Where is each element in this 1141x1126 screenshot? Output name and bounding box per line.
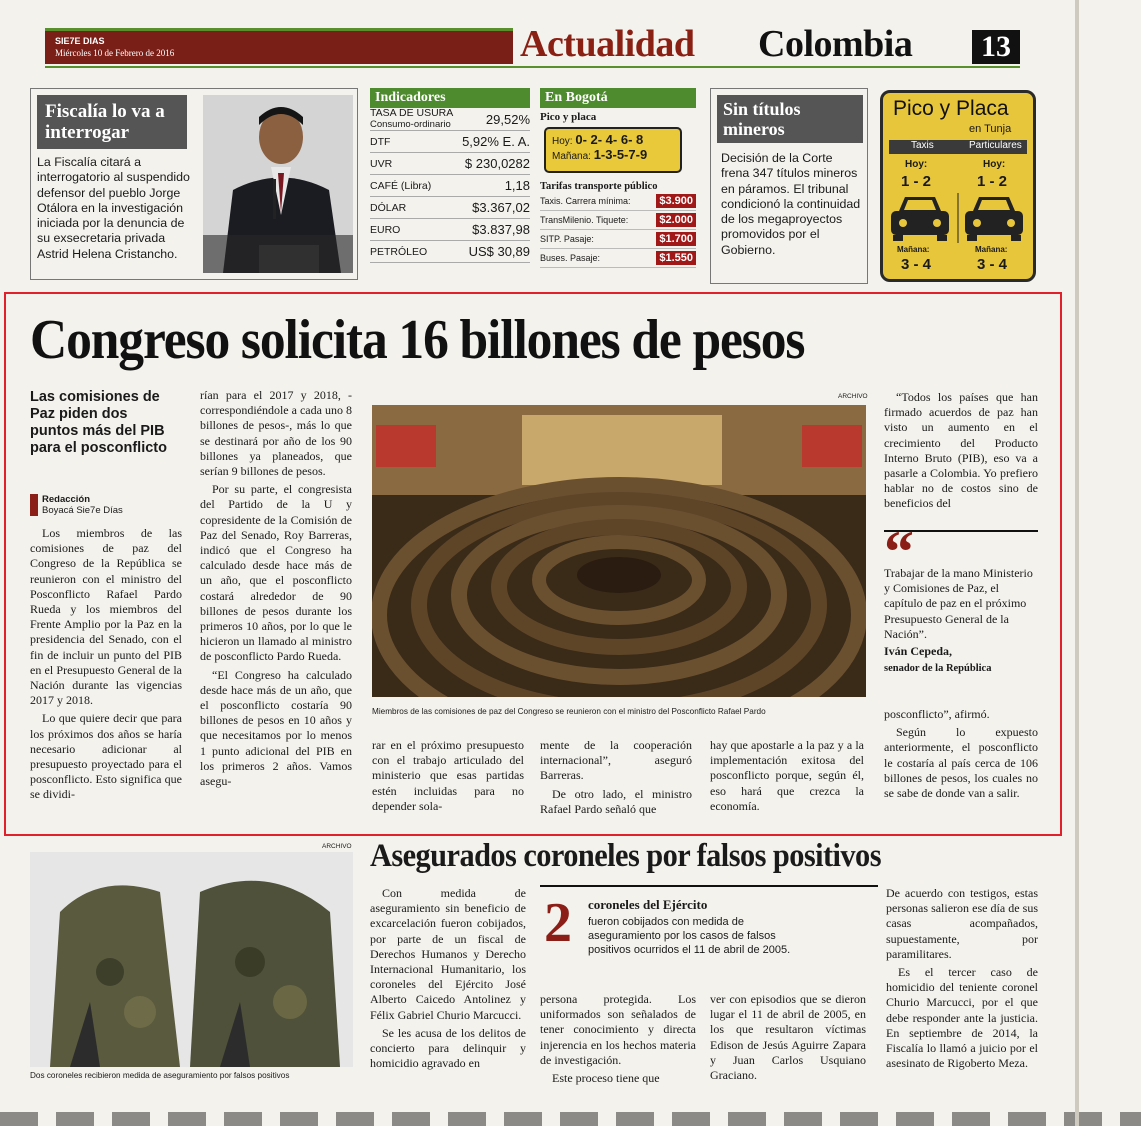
pyp-taxis-hoy-label: Hoy: <box>905 159 928 170</box>
main-column-2 <box>200 388 352 792</box>
pyp-taxis-manana-label: Mañana: <box>897 245 930 254</box>
indicadores-panel <box>370 88 530 284</box>
paragraph: mente de la cooperación internacional”, aseguró Barreras. <box>540 738 692 783</box>
soldiers-illustration <box>30 852 353 1067</box>
pyp-col-taxis: Taxis <box>911 140 934 151</box>
fare-price: $1.550 <box>656 251 696 265</box>
pull-quote-role: senador de la República <box>884 663 992 675</box>
paragraph: persona protegida. Los uniformados son señalados de tener conocimiento y directa injerencia en los hechos materia de investigación. <box>540 992 696 1067</box>
paragraph: De otro lado, el ministro Rafael Pardo señaló que <box>540 786 692 816</box>
indicadores-table <box>370 108 530 263</box>
publication-bar <box>45 28 513 64</box>
pyp-title: Pico y Placa <box>893 97 1009 120</box>
indicator-value: 1,18 <box>458 175 530 197</box>
fare-label: TransMilenio. Tiquete: <box>540 215 629 225</box>
paragraph: Los miembros de las comisiones de paz del Congreso de la República se reunieron con el ministro del Posconflicto Rafael Pardo Rueda y los miembros del Frente Amplio por la Paz en la presidencia del Senado, con el fin de incluir un punto del PIB en el Presupuesto General de la Nación durante las vigencias 2017 y 2018. <box>30 526 182 708</box>
paragraph: Según lo expuesto anteriormente, el posconflicto le costaría al país cerca de 106 billones de pesos, los cuales no se sabe de donde van a salir. <box>884 725 1038 801</box>
main-column-6-continued <box>884 707 1038 804</box>
bogota-hoy-row <box>552 132 674 147</box>
table-row <box>370 175 530 197</box>
paragraph: Este proceso tiene que <box>552 1071 660 1086</box>
pyp-col-particulares: Particulares <box>969 140 1022 151</box>
paragraph: Se les acusa de los delitos de concierto para delinquir y homicidio agravado en <box>370 1025 526 1071</box>
publication-date: Miércoles 10 de Febrero de 2016 <box>55 48 175 58</box>
paragraph: “El Congreso ha calculado desde hace más de un año, que el posconflicto costaría 90 billones de pesos en 10 años y que necesitamos por lo menos 1 punto adicional del PIB en los primeros 2 años. Vamos asegu- <box>200 667 352 789</box>
table-row <box>370 108 530 131</box>
pull-quote-author: Iván Cepeda, <box>884 644 953 659</box>
indicator-label: UVR <box>370 153 458 175</box>
byline-outlet: Boyacá Sie7e Días <box>42 505 123 516</box>
indicator-label <box>370 108 458 131</box>
second-fact-box <box>540 885 878 985</box>
fare-label: Buses. Pasaje: <box>540 253 601 263</box>
table-row <box>370 131 530 153</box>
second-column-2 <box>540 992 696 1089</box>
paragraph: De acuerdo con testigos, estas personas salieron ese día de sus casas acompañados, supuestamente, por paramilitares. <box>886 886 1038 961</box>
indicadores-title: Indicadores <box>370 88 530 108</box>
second-column-4 <box>886 886 1038 1074</box>
second-photo-credit: ARCHIVO <box>322 843 352 850</box>
table-row <box>370 197 530 219</box>
pyp-subtitle: en Tunja <box>969 123 1012 135</box>
pyp-particulares-hoy-label: Hoy: <box>983 159 1006 170</box>
pyp-taxis-manana-value: 3 - 4 <box>901 256 932 273</box>
fiscalia-title: Fiscalía lo va a interrogar <box>45 101 165 143</box>
indicator-value: $3.367,02 <box>458 197 530 219</box>
list-item <box>540 211 696 230</box>
second-photo-caption: Dos coroneles recibieron medida de aseguramiento por falsos positivos <box>30 1071 290 1080</box>
fiscalia-text: La Fiscalía citará a interrogatorio al suspendido defensor del pueblo Jorge Otálora en la investigación iniciada por la denuncia de su exsecretaria privada Astrid Helena Cristancho. <box>37 155 190 261</box>
main-column-6 <box>884 390 1038 515</box>
main-column-3 <box>372 738 524 817</box>
pyp-particulares-manana-value: 3 - 4 <box>977 256 1008 273</box>
byline-author: Redacción <box>42 494 91 505</box>
header-divider <box>45 66 1020 68</box>
list-item <box>540 230 696 249</box>
list-item <box>540 249 696 268</box>
main-headline: Congreso solicita 16 billones de pesos <box>30 309 805 371</box>
bogota-plate <box>544 127 682 173</box>
bogota-manana-row <box>552 147 674 162</box>
fiscalia-photo <box>203 95 353 273</box>
quote-mark-icon: “ <box>884 519 914 585</box>
indicator-label: CAFÉ (Libra) <box>370 175 458 197</box>
bogota-hoy-value: 0- 2- 4- 6- 8 <box>575 132 644 147</box>
main-column-4 <box>540 738 692 820</box>
indicator-label: EURO <box>370 219 458 241</box>
fare-price: $1.700 <box>656 232 696 246</box>
table-row <box>370 219 530 241</box>
paragraph: rían para el 2017 y 2018, -correspondiéndole a cada uno 8 billones de pesos-, más lo que se destinará por año de los 90 billones ya planeados, que serían 9 billones de pesos. <box>200 388 352 479</box>
paragraph: Con medida de aseguramiento sin beneficio de excarcelación fueron cobijados, por parte de un fiscal de Derechos Humanos y Derecho Internacional Humanitario, los coroneles del Ejército José Alberto Caicedo Antolinez y Félix Gabriel Churio Marcucci. <box>370 886 526 1022</box>
pull-quote <box>884 519 1038 676</box>
paragraph: “Todos los países que han firmado acuerdos de paz han visto un aumento en el crecimiento del Producto Interno Bruto (PIB), eso va a pasarle a Colombia. Yo prefiero hablar no de costos sino de beneficios del <box>884 390 1038 511</box>
pico-placa-tunja-panel <box>880 90 1036 282</box>
fare-label: SITP. Pasaje: <box>540 234 594 244</box>
fact-title: coroneles del Ejército <box>588 897 708 912</box>
mineros-brief <box>710 88 868 284</box>
list-item <box>540 192 696 211</box>
paragraph: rar en el próximo presupuesto con el trabajo articulado del ministerio que esas partidas estén incluidas para no depender sola- <box>372 738 524 813</box>
fiscalia-brief <box>30 88 358 280</box>
indicator-sublabel: Consumo-ordinario <box>370 119 451 130</box>
section-title <box>520 22 980 70</box>
indicator-value: 5,92% E. A. <box>458 131 530 153</box>
bogota-panel <box>540 88 696 284</box>
bogota-title: En Bogotá <box>540 88 696 108</box>
indicator-label-text: TASA DE USURA <box>370 107 454 119</box>
fare-price: $3.900 <box>656 194 696 208</box>
table-row <box>370 241 530 263</box>
paragraph: hay que apostarle a la paz y a la implementación exitosa del posconflicto porque, según él, eso hará que crezca la economía. <box>710 738 864 813</box>
car-icon <box>887 193 1029 243</box>
publication-name: SIE7E DIAS <box>55 36 105 46</box>
mineros-title: Sin títulos mineros <box>723 99 801 139</box>
bogota-hoy-label: Hoy: <box>552 136 573 147</box>
fact-text: fueron cobijados con medida de aseguramiento por los casos de falsos positivos ocurridos el 11 de abril de 2005. <box>588 916 791 956</box>
main-column-1 <box>30 526 182 806</box>
main-deck: Las comisiones de Paz piden dos puntos más del PIB para el posconflicto <box>30 389 167 456</box>
page-edge <box>1075 0 1079 1126</box>
indicator-value: US$ 30,89 <box>458 241 530 263</box>
main-photo <box>372 405 866 697</box>
main-column-5 <box>710 738 864 817</box>
indicator-value: 29,52% <box>458 108 530 131</box>
congress-chamber-illustration <box>372 405 866 697</box>
pyp-particulares-manana-label: Mañana: <box>975 245 1008 254</box>
pull-quote-text: Trabajar de la mano Ministerio y Comisiones de Paz, el capítulo de paz en el próximo Presupuesto General de la Nación”. <box>884 566 1033 641</box>
mineros-text: Decisión de la Corte frena 347 títulos mineros en páramos. El tribunal condicionó la continuidad de los megaproyectos promovidos por el Gobierno. <box>721 151 861 257</box>
paragraph: posconflicto”, afirmó. <box>884 707 990 721</box>
second-column-3 <box>710 992 866 1086</box>
main-photo-credit: ARCHIVO <box>838 393 868 400</box>
bogota-pico-title: Pico y placa <box>540 111 597 123</box>
main-photo-caption: Miembros de las comisiones de paz del Congreso se reunieron con el ministro del Posconflicto Rafael Pardo <box>372 707 766 716</box>
next-page-text-strip <box>0 1112 1141 1126</box>
table-row <box>370 153 530 175</box>
second-column-1 <box>370 886 526 1074</box>
pyp-particulares-hoy-value: 1 - 2 <box>977 173 1008 190</box>
page-number: 13 <box>972 30 1020 64</box>
main-byline <box>30 494 178 516</box>
fare-price: $2.000 <box>656 213 696 227</box>
second-photo <box>30 852 353 1067</box>
paragraph: ver con episodios que se dieron lugar el 11 de abril de 2005, en los que resultaron víctimas Edison de Jesús Aguirre Zapara y Juan Carlos Usquiano Graciano. <box>710 992 866 1083</box>
paragraph: Por su parte, el congresista del Partido de la U y copresidente de la Comisión de Paz del Senado, Roy Barreras, indicó que el Congreso ha calculado desde hace más de un año, que el posconflicto costará alrededor de 90 billones de pesos durante los primeros 10 años, por lo que le hicieron un llamado al ministro de posconflicto Pardo Rueda. <box>200 482 352 664</box>
bogota-manana-value: 1-3-5-7-9 <box>593 147 648 162</box>
paragraph: Lo que quiere decir que para los próximos dos años se haría necesario adicionar al presupuesto proyectado para el posconflicto. Esto significa que se dividi- <box>30 711 182 802</box>
fact-number: 2 <box>544 892 572 954</box>
indicator-label: DTF <box>370 131 458 153</box>
indicator-value: $ 230,0282 <box>458 153 530 175</box>
section-title-colombia: Colombia <box>758 23 913 65</box>
indicator-label: PETRÓLEO <box>370 241 458 263</box>
pyp-taxis-hoy-value: 1 - 2 <box>901 173 932 190</box>
bogota-manana-label: Mañana: <box>552 151 591 162</box>
tarifas-title: Tarifas transporte público <box>540 181 658 192</box>
section-title-actualidad: Actualidad <box>520 23 695 65</box>
second-headline: Asegurados coroneles por falsos positivos <box>370 838 881 874</box>
indicator-label: DÓLAR <box>370 197 458 219</box>
man-portrait-illustration <box>203 95 353 273</box>
indicator-value: $3.837,98 <box>458 219 530 241</box>
paragraph: Es el tercer caso de homicidio del teniente coronel Churio Marcucci, por el que debe responder ante la justicia. En septiembre de 2014, la Fiscalía lo llamó a juicio por el asesinato de Rigoberto Meza. <box>886 965 1038 1071</box>
fare-label: Taxis. Carrera mínima: <box>540 196 631 206</box>
pyp-header-row <box>889 140 1027 154</box>
